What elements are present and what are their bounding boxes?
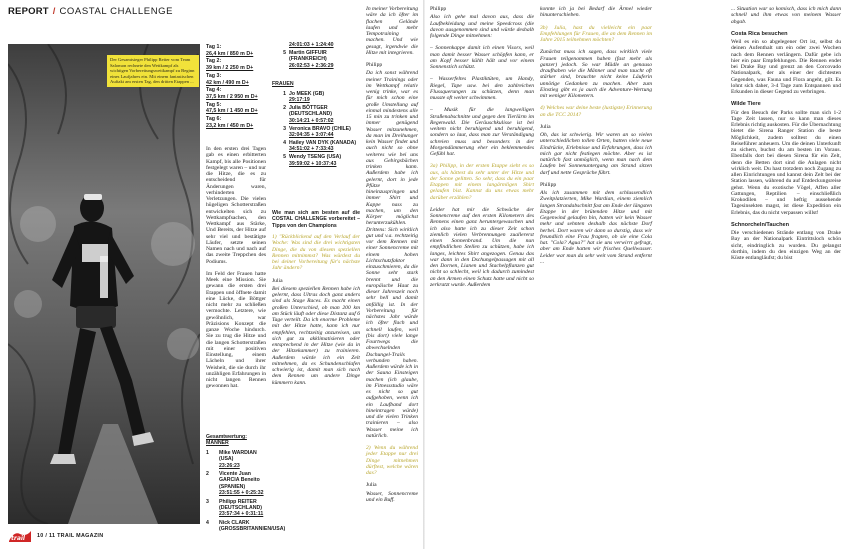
interview-speaker: Philipp xyxy=(430,6,447,12)
photo-caption: Der Gesamtsieger Philipp Reiter vom Team Salomon rechnete den Wettkampf als wichtigen Vorbereitungswettkampf zu Beginn eines Laufjahres ein. Mit einem fantastischen Auftakt am ersten Tag, den dritten Etappen ... xyxy=(107,55,199,87)
interview-answer: Leider hat mir die Schwäche der Sonnencreme auf den ersten Kilometern des Rennens einen ganz heruntergewaschen und ich also hatte ich zu dieser Zeit schon ziemlich vielen Verbrennungen zuallererst einen Sonnenbrand. Um die nun empfindlichen Stellen zu schützen, habe ich langes, leichtes Shirt angezogen. Genau das war dann in den Dschungelpassagen mit all den Dornen, Lianen und Stachelpflanzen gut nicht so schlecht, weil ich dadurch zumindest an den Armen einen Schutz hatte und nicht so zerkratzt wurde. Außerdem xyxy=(430,206,534,288)
result-rank: 3 xyxy=(283,125,286,132)
results-women-title: FRAUEN xyxy=(272,81,294,88)
article-paragraph: In den ersten drei Tagen gab es einen erbitterten Kampf, bis alle Positionen festgelegt waren – und nur die Hitze, die es zu entscheidend für Änderungen waren, verhinderten Verletzungen. Die vielen hügeligen Schotterstraßen entwickelten sich zu Wettkampfsachen, den Wettkampf aus Stärke, Und Bereits, der Hitze auf sehr viel und bestätigte Läufer, setzte seinen Namen nach und nach auf das zweite Treppchen des Podiums. xyxy=(206,146,266,265)
interview-speaker: Philipp xyxy=(366,62,383,68)
trail-magazine-logo xyxy=(8,529,32,543)
stage-stat-5 xyxy=(206,102,266,115)
stage-value: 42 km / 490 m D+ xyxy=(206,79,249,86)
stage-label: Tag 4: xyxy=(206,87,222,94)
interview-answer: Oh, das ist schwierig. Wir waren an so vielen unterschiedlichen tollen Orten, hatten viele neue Eindrücke, Erlebnisse und Erfahrungen, dass ich mich gar nicht festlegen möchte. Aber es ist natürlich fast unmöglich, wenn man nach dem Laufen bei Sonnenuntergang am Strand sitzen darf und nette Gespräche führt. xyxy=(540,132,652,176)
result-row xyxy=(272,126,362,139)
result-time: 26:02:53 + 2:36:29 xyxy=(289,62,334,69)
section-subtitle: COASTAL CHALLENGE xyxy=(59,5,174,17)
interview-question: 2) Wenn du während jeder Etappe nur drei Dinge mitnehmen dürftest, welche wären das? xyxy=(366,445,418,476)
result-name: Julia BÖTTGER (DEUTSCHLAND) xyxy=(289,104,332,118)
interview-speaker: Julia xyxy=(540,123,551,130)
result-time: 24:01:03 + 1:24:40 xyxy=(289,42,334,48)
result-time: 23:57:34 + 0:31:11 xyxy=(219,511,264,518)
interview-answer: – Musik für die langweiligen Straßenabschnitte und gegen den Tierlärm im Regenwald. Die Geräuschkulisse ist bei weitem nicht beruhigend und beruhigend, sondern so laut, dass man zur Verständigung schreien muss und besonders in der Morgendämmerung eher ein beklemmendes Gefühl hat. xyxy=(430,107,534,157)
result-time: 29:17:19 xyxy=(289,96,310,103)
logo-text: trail xyxy=(11,535,25,542)
result-time: 34:51:02 + 7:33:43 xyxy=(289,146,334,153)
result-rank: 1 xyxy=(283,90,286,97)
result-row xyxy=(272,42,362,48)
stage-value: 37,5 km / 2 950 m D+ xyxy=(206,93,258,100)
result-rank xyxy=(272,42,286,48)
section-subheading: Costa Rica besuchen xyxy=(731,30,788,37)
interview-answer: – Wasserfeltes Plastiktüten, um Handy, Riegel, Tape usw. bei den zahlreichen Flussquerungen zu schützen, denn man musste oft weiter schwimmen. xyxy=(430,76,534,101)
result-row xyxy=(206,499,266,518)
stage-stat-4 xyxy=(206,87,266,100)
stage-label: Tag 3: xyxy=(206,72,222,79)
result-rank: 3 xyxy=(206,498,209,505)
results-men-title: Gesamtwertung: MÄNNER xyxy=(206,434,247,447)
interview-answer: Also ich gehe mal davon aus, dass die Laufbekleidung und meine Speedcross (die davon ausgenommen sind und würde deshalb folgende Dinge mitnehmen: xyxy=(430,14,534,39)
stage-value: 47,5 km / 1 450 m D+ xyxy=(206,108,258,115)
stage-value: 26,4 km / 850 m D+ xyxy=(206,50,254,57)
stage-value: 23,2 km / 450 m D+ xyxy=(206,122,254,129)
result-rank: 5 xyxy=(283,154,286,161)
stage-stat-3 xyxy=(206,73,266,86)
stage-value: 39 km / 2 250 m D+ xyxy=(206,65,254,72)
result-row xyxy=(206,471,266,497)
interview-answer: ... Situation war so komisch, dass ich mich dann schnell und ihm etwas von meinem Wasser abgab. xyxy=(731,6,841,25)
article-column-1 xyxy=(206,146,266,396)
interview-question: 4) Welches war deine beste (lustigste) Erinnerung an die TCC 2014? xyxy=(540,105,652,118)
result-rank: 4 xyxy=(206,519,209,526)
result-time: 23:26:23 xyxy=(219,462,240,469)
article-paragraph: Für den Besuch der Parks sollte man sich 1-2 Tage Zeit lassen, nur so kann man dieses Erlebnis richtig auskosten. Für die Übernachtung bietet die Sirena Ranger Station die beste Möglichkeit, zudem solltest du einen Reiseführer anheuern. Um die deinen Unterkunft zu sichern, buchst du am besten im Voraus. Ebenfalls dort bei diesen Sirena für ein Zelt, denn die Betten dort sind die Anlagen nicht wirklich weit. Du hast trotzdem noch Zugang zu allen Einrichtungen und kannst dein Zelt bei der Station lassen, während du auf Entdeckungsreise gehst. Wenn du exotische Vögel, Affen aller Gattungen, Reptilien – einschließlich Krokodilen – und heftig aussehende Tagesinsekten magst, ist diese Expedition ein Erlebnis, das du nicht verpassen willst! xyxy=(731,109,841,216)
article-column-4 xyxy=(366,6,418,509)
result-name: Wendy TSENG (USA) xyxy=(289,154,342,161)
stage-label: Tag 5: xyxy=(206,101,222,108)
interview-answer: Zunächst muss ich sagen, dass wirklich viele Frauen teilgenommen haben (fast mehr als ganzer) jedoch. So war Mädle an genauso draufhaben wie die Männer und man taucht oft stärker sind, brauchte nicht keine Läuferin unnötige Gedanken zu machen. Aber zum Einstieg gibt es ja auch die Adventure-Wertung mit weniger Kilometern. xyxy=(540,49,652,99)
article-column-6 xyxy=(540,6,652,271)
stage-stat-6 xyxy=(206,116,266,129)
result-name: Hailey VAN DYK (KANADA) xyxy=(289,139,357,146)
result-row xyxy=(206,519,286,533)
section-subheading: Wilde Tiere xyxy=(731,101,761,108)
article-paragraph: Weil es ein so abgelegener Ort ist, selbst du deinen Aufenthalt um ein oder zwei Wochen nach dem Rennen verlängern. Dafür gebe ich hier ein paar Empfehlungen. Die Rennen endet bei Drake Bay und grenzt an den Corcovado Nationalpark, der als einer der dichtesten Gegenden, was Fauna und Flora angeht, gilt. Es lohnt sich daher, 3-4 Tage zum Entspannen und Erkunden in dieser Gegend zu verbringen. xyxy=(731,39,841,95)
result-name: Vicente Juan GARCIA Beneito (SPANIEN) xyxy=(219,471,260,490)
result-rank: 2 xyxy=(206,471,209,478)
result-name: Martin GIFFUIR (FRANKREICH) xyxy=(289,49,327,63)
result-rank: 2 xyxy=(283,104,286,111)
interview-speaker: Julia xyxy=(366,482,377,489)
results-men xyxy=(206,434,286,535)
result-row xyxy=(272,91,362,104)
interview-question: 3b) Julia, hast du vielleicht ein paar Empfehlungen für Frauen, die an dem Rennen im Jahre 2015 teilnehmen möchten? xyxy=(540,24,652,43)
page-folio: 10 / 11 TRAIL MAGAZIN xyxy=(37,533,104,539)
runner-photo xyxy=(8,44,200,524)
interview-question: 1) "Rückblickend auf den Verlauf der Woche: Was sind die drei wichtigsten Dinge, die du von diesem speziellen Rennen mitnimmst? Was würdest du bei deiner Vorbereitung für's nächste Jahr ändern? xyxy=(272,234,360,272)
results-continued xyxy=(272,42,362,169)
interview-answer: Wasser, Sonnencreme und ein Buff. xyxy=(366,490,418,503)
stage-label: Tag 1: xyxy=(206,44,222,50)
result-time: 23:51:55 + 0:25:32 xyxy=(219,490,264,497)
article-paragraph: Im Feld der Frauen hatte Meek eine Mission. Sie gewann die ersten drei Etappen und öffnete damit eine Lücke, die Böttger nicht mehr zu schließen vermochte. Letztere, wie gewöhnlich, war Präzisions Konzept die ganze Woche hindurch. Sie zu trug die Hitze und die langen Schotterstraßen mit einer positiven Einstellung, einem Lächeln und ihrer Weisheit, die sie durch ihr unzähligen Erfahrungen in nicht langen Rennen gewonnen hat. xyxy=(206,270,266,390)
result-time: 32:04:35 + 3:07:44 xyxy=(289,131,334,138)
stage-stat-1 xyxy=(206,44,266,57)
interview-answer: – Sonnenkappe damit ich einen Visors, weil man damit besser Wasser schöpfen kann, er am Kopf besser kühlt hält und vor einem Sonnenstich schützt. xyxy=(430,45,534,70)
result-row xyxy=(272,140,362,153)
result-rank: 1 xyxy=(206,449,209,456)
section-subheading: Schnorcheln/Tauchen xyxy=(731,221,790,228)
result-row xyxy=(272,50,362,69)
interview-question: 3a) Philipp, in der ersten Etappe sieht es so aus, als hättest du sehr unter der Hitze und der Sonne gelitten. So sehr, dass du ein paar Etappen mit einem langärmligen Shirt gelaufen bist. Kannst du uns etwas mehr darüber erzählen? xyxy=(430,163,534,201)
article-paragraph: Die verschiedenen Strände entlang von Drake Bay an der Nationalpark Eintrittsloch schön sicht, eindringlich zu wurden. Du gelangst dorthin, indem du den einzigen Weg an der Küste entlangläufst; du bist xyxy=(731,230,841,261)
result-name: Philipp REITER (DEUTSCHLAND) xyxy=(219,498,262,512)
stage-label: Tag 2: xyxy=(206,58,222,65)
result-name: Mike WARDIAN (USA) xyxy=(219,449,257,463)
result-name: Veronica BRAVO (CHILE) xyxy=(289,125,351,132)
result-rank: 5 xyxy=(283,49,286,56)
interview-answer: Als ich zusammen mit dem schlussendlich Zweitplatzierten, Mike Wardian, einem ziemlich langen Strandabschnitt fast am Ende der längsten Etappe in der brütenden Hitze und mit Gegenwind gelaufen bin, hatten wir kein Wasser mehr und sehnten deshalb das nächste Dorf herbei. Dort waren wir dann so durstig, dass wir freundlich eine Frau fragten, ob sie eine Cola hat. "Cola? Agua?" hat sie uns verwirrt gefragt, aber am Ende hatten wir frisches Quellwasser. Leider war man da sehr weit vom Strand entfernt ... xyxy=(540,190,652,265)
article-column-7 xyxy=(731,6,841,267)
interview-speaker: Julia xyxy=(272,277,283,284)
runner-photo-illustration xyxy=(8,44,200,524)
section-header xyxy=(8,4,173,18)
interview-answer: Bei diesem speziellen Rennen habe ich gelernt, dass Ultras doch ganz anders sind als Stage Races. Es macht einen großen Unterschied, ob man 200 km am Stück läuft oder diese Distanz auf 6 Tage verteilt. Da ich enorme Probleme mit der Hitze hatte, kann ich nur empfehlen, rechtzeitig anzureisen, um sich gut zu akklimatisieren oder entsprechend in der Hitze (wie da in der Hitzekammer) zu trainieren. Außerdem würde ich ein Zelt mitnehmen, da es Schundenschlafen schwierig ist, damit man sich nach dem Rennen um andere Dinge kümmern kann. xyxy=(272,285,360,386)
stage-stats xyxy=(206,44,266,130)
result-row xyxy=(272,154,362,167)
result-row xyxy=(206,450,266,469)
result-name: Nick CLARK (GROSSBRITANNIEN/USA) xyxy=(219,519,286,533)
stage-stat-2 xyxy=(206,58,266,71)
result-name: Jo MEEK (GB) xyxy=(289,90,325,97)
section-slash: / xyxy=(52,5,56,17)
interview-speaker: Philipp xyxy=(540,181,557,188)
result-time: 30:14:21 + 0:57:02 xyxy=(289,117,334,124)
section-kicker: REPORT xyxy=(8,5,49,17)
interview-answer: konnte ich ja bei Bedarf die Ärmel wieder hinunterschieben. xyxy=(540,6,652,19)
result-row xyxy=(272,105,362,124)
interview-answer: Da ich sonst während meiner Trainings oder im Wettkampf relativ wenig trinke, war es für mich schon eine große Umstellung auf einmal mindestens alle 15 min zu trinken und immer genügend Wasser mitzunehmen, da man im Dreihunger kein Wasser findet und auch nicht so ohne weiteres wie bei uns aus Gebirgsbächen trinken kann. Außerdem habe ich gelernt, dort in jede Pfütze hineinzuspringen und immer Shirt und Kappe nass zu machen, um den Körper möglichst herunterzukühlen. Drittens: Sich wirklich gut und v.a. rechtzeitig vor dem Rennen mit einer Sonnencreme mit einem hohen Lichtschutzfaktor einzuschmieren, da die Sonne sehr stark brennt und die europäische Haut zu dieser Jahreszeit noch sehr hell und damit anfällig ist. In der Vorbereitung für nächstes Jahr würde ich öfter flach und schnell laufen, weil (bis dort) viele lange Fourtwegs die abwechselnden Dschungel-Trails verbunden haben. Außerdem würde ich in der Sauna Einsteigen machen (ich glaube, im Fitnessstudio wäre es nicht so gut aufgehoben, wenn ich ein Laufband dort hineintragen würde) und die vielen Trinken trainieren – also Wasser meine ich natürlich. xyxy=(366,70,418,439)
article-column-5 xyxy=(430,6,534,294)
result-rank: 4 xyxy=(283,139,286,146)
trail-logo-icon xyxy=(8,529,32,543)
stage-label: Tag 6: xyxy=(206,116,222,123)
result-time: 39:59:02 + 10:37:43 xyxy=(289,160,337,167)
article-column-3 xyxy=(272,210,360,392)
page-gutter xyxy=(423,0,425,549)
page-footer xyxy=(8,528,103,544)
interview-answer: In meiner Vorbereitung wäre da ich öfter im flachen Gelände laufen und mehr Tempotraining machen. Und wie gesagt, irgendwie die Hitze mit integrieren. xyxy=(366,6,418,56)
sidebar-heading: Wie man sich am besten auf die COSTAL CHALLENGE vorbereitet – Tipps von den Champions xyxy=(272,210,360,229)
